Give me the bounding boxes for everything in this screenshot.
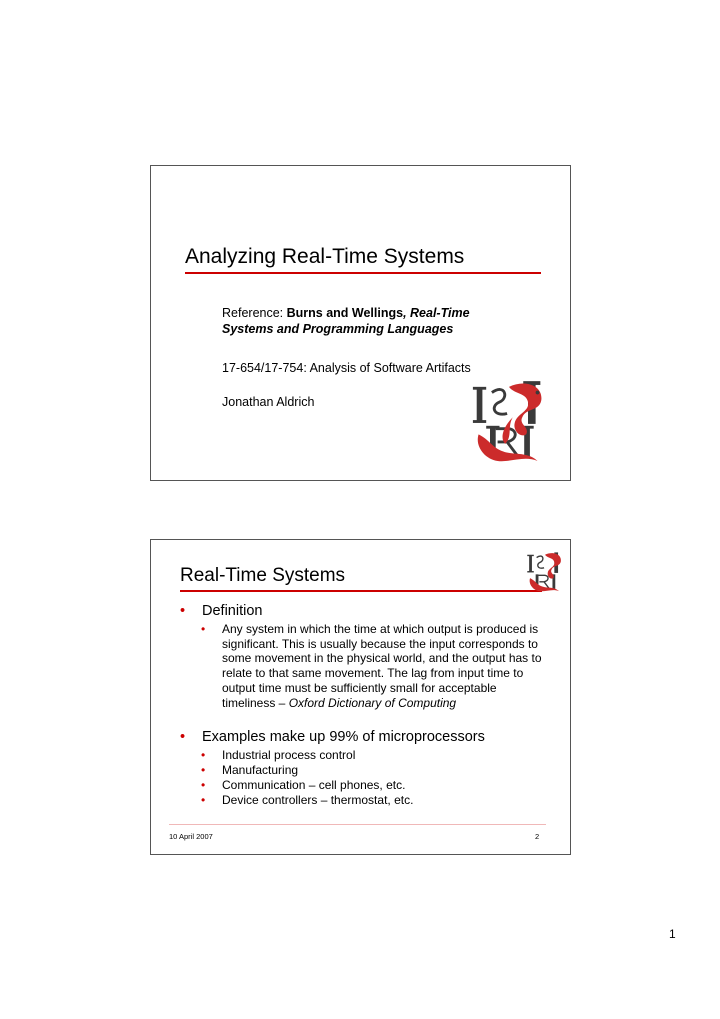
bullet-text: Examples make up 99% of microprocessors: [202, 729, 485, 745]
bullet-glyph: •: [201, 763, 206, 777]
footer-slide-number: 2: [535, 832, 540, 841]
reference-book-title-line1: Real-Time: [410, 306, 470, 320]
isri-logo-icon: [523, 551, 567, 593]
slide-title: Real-Time Systems: [180, 565, 346, 586]
bullet-glyph: •: [201, 622, 206, 636]
definition-source: Oxford Dictionary of Computing: [288, 695, 457, 710]
list-item: Communication – cell phones, etc.: [222, 778, 406, 792]
reference-text: [222, 305, 470, 337]
reference-comma: ,: [403, 306, 411, 320]
slide-title: Analyzing Real-Time Systems: [185, 245, 465, 268]
bullet-glyph: •: [201, 793, 206, 807]
reference-authors: Burns and Wellings: [286, 306, 404, 320]
page-number: 1: [669, 927, 676, 941]
author-name: Jonathan Aldrich: [222, 395, 315, 409]
isri-logo-icon: [471, 379, 547, 465]
bullet-glyph: •: [180, 603, 186, 619]
list-item: Manufacturing: [222, 763, 299, 777]
footer-divider: [169, 824, 546, 825]
list-item: Industrial process control: [222, 748, 356, 762]
definition-text: Any system in which the time at which output is produced is significant. This is usually because the input corresponds to some movement in the physical world, and the output has to relate to that same movement. The lag from input time to output time must be sufficiently small for acceptable timeliness –: [222, 622, 542, 710]
title-underline: [180, 590, 542, 592]
slide-1: [150, 165, 571, 481]
footer-date: 10 April 2007: [169, 832, 213, 841]
reference-book-title-line2: Systems and Programming Languages: [222, 322, 454, 336]
bullet-glyph: •: [180, 729, 186, 745]
slide-2: [150, 539, 571, 855]
title-underline: [185, 272, 541, 274]
list-item: Device controllers – thermostat, etc.: [222, 793, 414, 807]
reference-label: Reference:: [222, 306, 287, 320]
course-number: 17-654/17-754: Analysis of Software Artifacts: [222, 361, 471, 375]
bullet-glyph: •: [201, 778, 206, 792]
bullet-text: Definition: [202, 603, 263, 619]
bullet-glyph: •: [201, 748, 206, 762]
